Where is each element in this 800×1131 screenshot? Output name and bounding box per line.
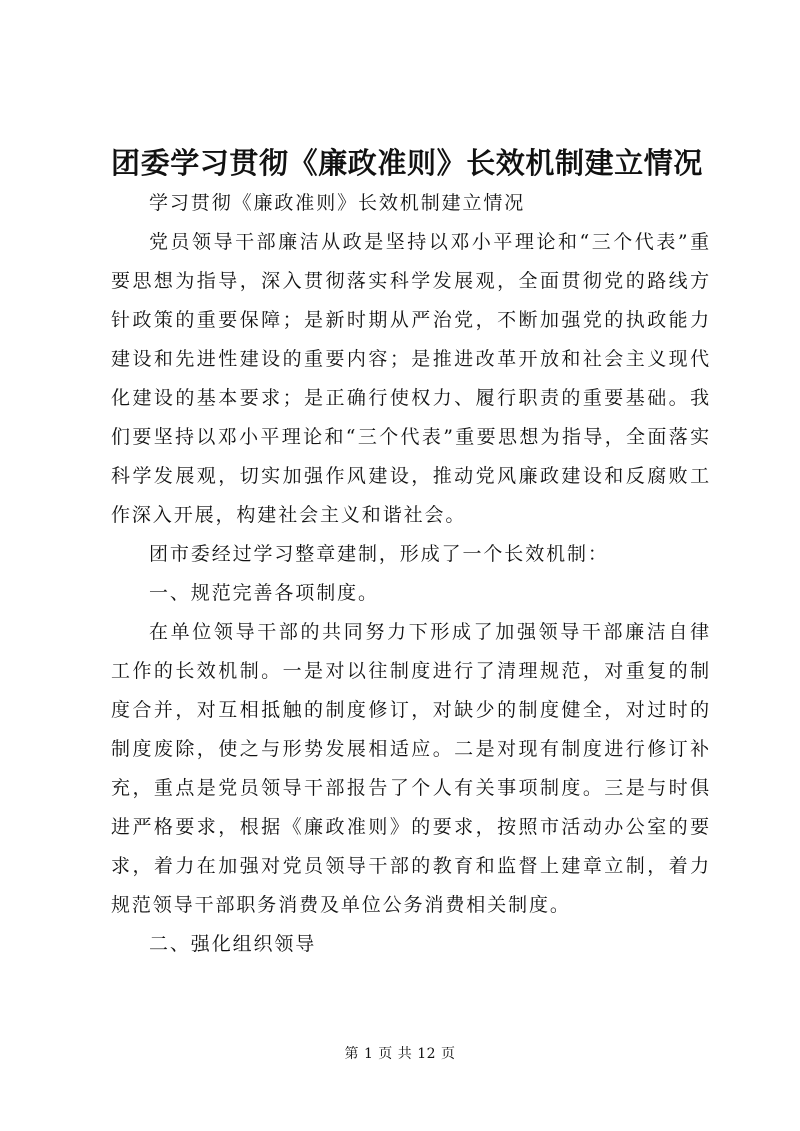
mechanism-paragraph: 团市委经过学习整章建制，形成了一个长效机制： xyxy=(149,543,609,565)
section-heading-2: 二、强化组织领导 xyxy=(149,933,317,955)
subtitle-paragraph: 学习贯彻《廉政准则》长效机制建立情况 xyxy=(149,192,526,214)
page-number-footer: 第 1 页 共 12 页 xyxy=(344,1046,456,1062)
document-body xyxy=(111,184,711,964)
section-1-paragraph: 在单位领导干部的共同努力下形成了加强领导干部廉洁自律工作的长效机制。一是对以往制度进行了清理规范，对重复的制度合并，对互相抵触的制度修订，对缺少的制度健全，对过时的制度废除，使之与形势发展相适应。二是对现有制度进行修订补充，重点是党员领导干部报告了个人有关事项制度。三是与时俱进严格要求，根据《廉政准则》的要求，按照市活动办公室的要求，着力在加强对党员领导干部的教育和监督上建章立制，着力规范领导干部职务消费及单位公务消费相关制度。 xyxy=(111,621,711,916)
document-title: 团委学习贯彻《廉政准则》长效机制建立情况 xyxy=(111,146,704,180)
section-heading-1: 一、规范完善各项制度。 xyxy=(149,582,379,604)
intro-paragraph: 党员领导干部廉洁从政是坚持以邓小平理论和“三个代表”重要思想为指导，深入贯彻落实科学发展观，全面贯彻党的路线方针政策的重要保障；是新时期从严治党，不断加强党的执政能力建设和先进性建设的重要内容；是推进改革开放和社会主义现代化建设的基本要求；是正确行使权力、履行职责的重要基础。我们要坚持以邓小平理论和“三个代表”重要思想为指导，全面落实科学发展观，切实加强作风建设，推动党风廉政建设和反腐败工作深入开展，构建社会主义和谐社会。 xyxy=(111,231,711,526)
